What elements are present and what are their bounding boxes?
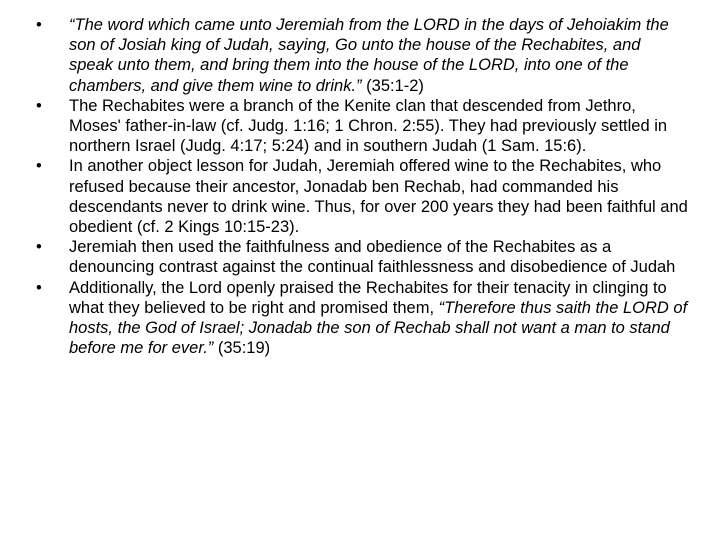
bullet-list: [36, 15, 688, 358]
bullet-dot-icon: •: [36, 278, 42, 297]
bullet-item-4: [36, 237, 688, 277]
bullet-item-2: [36, 96, 688, 157]
bullet-dot-icon: •: [36, 157, 42, 176]
scripture-quote: “The word which came unto Jeremiah from the LORD in the days of Jehoiakim the son of Josiah king of Judah, saying, Go unto the house of the Rechabites, and speak unto them, and bring them into the house of the LORD, into one of the chambers, and give them wine to drink.”: [69, 16, 669, 95]
bullet-text: Jeremiah then used the faithfulness and obedience of the Rechabites as a denouncing contrast against the continual faithlessness and disobedience of Judah: [69, 238, 676, 277]
scripture-reference: (35:19): [213, 339, 271, 358]
bullet-item-1: [36, 15, 688, 96]
bullet-item-3: [36, 156, 688, 237]
bullet-text: In another object lesson for Judah, Jeremiah offered wine to the Rechabites, who refused because their ancestor, Jonadab ben Rechab, had commanded his descendants never to drink wine. Thus, for over 200 years they had been faithful and obedient (cf. 2 Kings 10:15-23).: [69, 157, 688, 237]
bullet-item-5: [36, 278, 688, 359]
scripture-reference: (35:1-2): [361, 76, 424, 95]
bullet-text: Additionally, the Lord openly praised the Rechabites for their tenacity in clinging to what they believed to be right and promised them,: [69, 278, 667, 317]
bullet-dot-icon: •: [36, 16, 42, 34]
bullet-text: The Rechabites were a branch of the Kenite clan that descended from Jethro, Moses' father-in-law (cf. Judg. 1:16; 1 Chron. 2:55). They had previously settled in northern Israel (Judg. 4:17; 5:24) and in southern Judah (1 Sam. 15:6).: [69, 96, 668, 156]
scripture-quote: “Therefore thus saith the LORD of hosts, the God of Israel; Jonadab the son of Rechab shall not want a man to stand before me for ever.”: [69, 298, 688, 358]
bullet-dot-icon: •: [36, 96, 42, 115]
bullet-dot-icon: •: [36, 238, 42, 257]
